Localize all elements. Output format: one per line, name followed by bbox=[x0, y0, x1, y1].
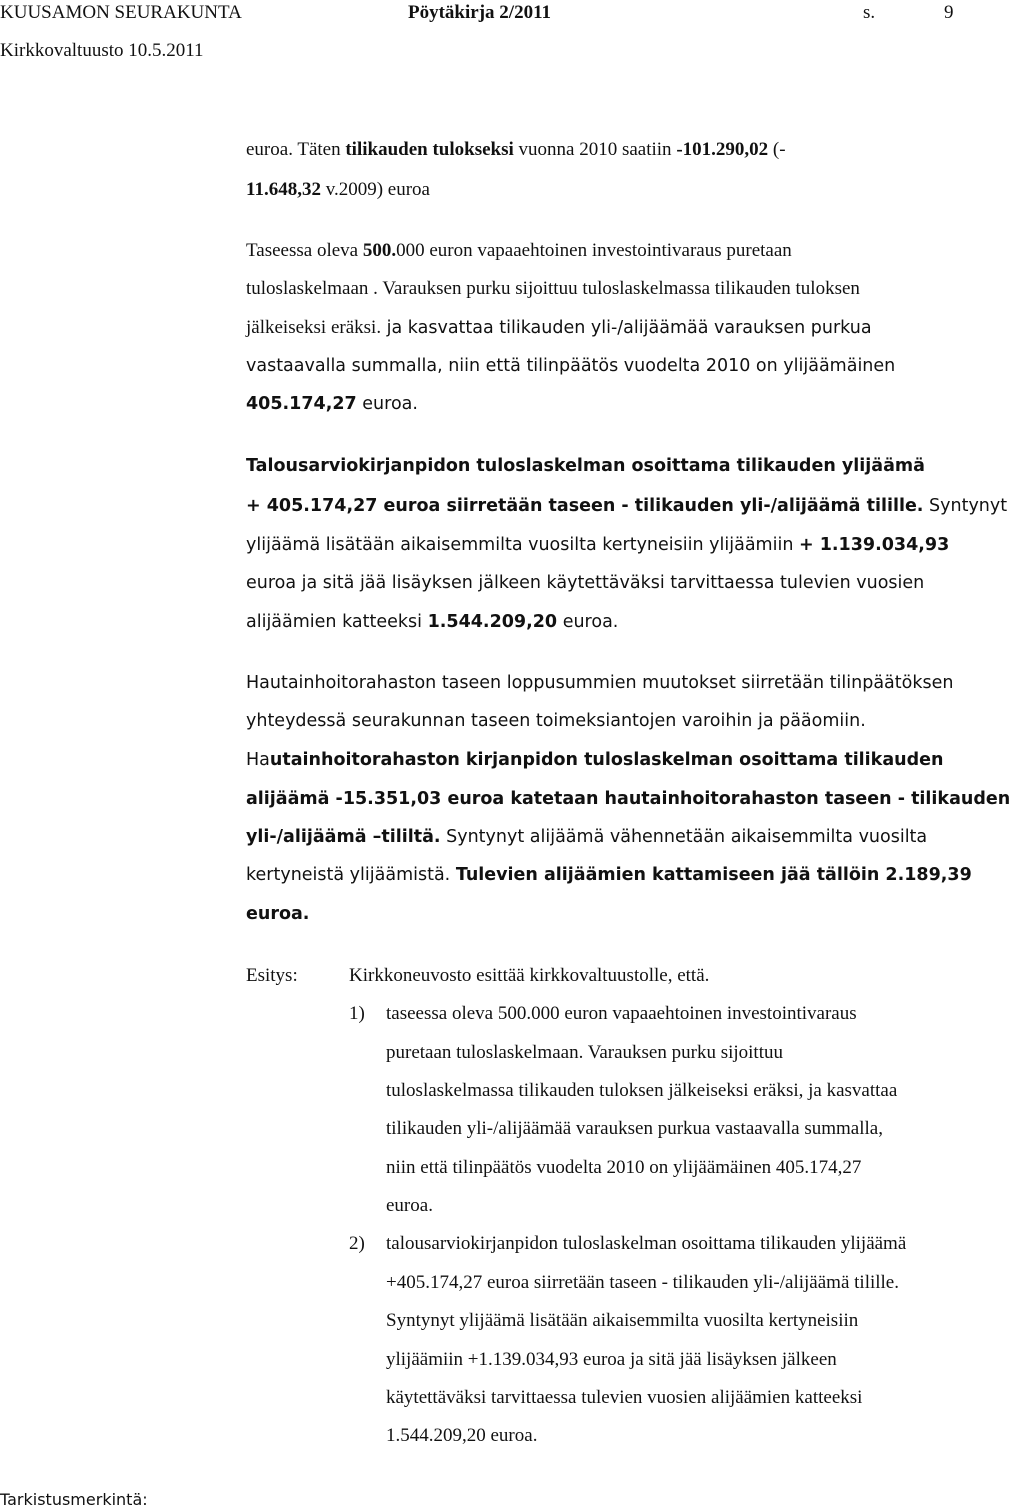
page-number: 9 bbox=[944, 2, 954, 23]
p4-line-5: yli-/alijäämä –tililtä. Syntynyt alijäämä vähennetään aikaisemmilta vuosilta bbox=[246, 827, 928, 847]
item-2-line-3: Syntynyt ylijäämä lisätään aikaisemmilta vuosilta kertyneisiin bbox=[386, 1310, 859, 1331]
esitys-intro: Kirkkoneuvosto esittää kirkkovaltuustolle, että. bbox=[349, 965, 710, 986]
item-1-line-5: niin että tilinpäätös vuodelta 2010 on ylijäämäinen 405.174,27 bbox=[386, 1157, 862, 1178]
p3-line-3: ylijäämä lisätään aikaisemmilta vuosilta kertyneisiin ylijäämiin + 1.139.034,93 bbox=[246, 535, 950, 555]
page-label: s. bbox=[863, 2, 876, 23]
org-name: KUUSAMON SEURAKUNTA bbox=[0, 2, 242, 23]
meeting-info: Kirkkovaltuusto 10.5.2011 bbox=[0, 40, 204, 61]
p2-line-1: Taseessa oleva 500.000 euron vapaaehtoinen investointivaraus puretaan bbox=[246, 240, 792, 261]
p4-line-1: Hautainhoitorahaston taseen loppusummien muutokset siirretään tilinpäätöksen bbox=[246, 673, 954, 693]
p2-line-2: tuloslaskelmaan . Varauksen purku sijoittuu tuloslaskelmassa tilikauden tuloksen bbox=[246, 278, 860, 299]
item-2-line-2: +405.174,27 euroa siirretään taseen - tilikauden yli-/alijäämä tilille. bbox=[386, 1272, 899, 1293]
esitys-label: Esitys: bbox=[246, 965, 298, 986]
p3-line-2: + 405.174,27 euroa siirretään taseen - tilikauden yli-/alijäämä tilille. Syntynyt bbox=[246, 496, 1008, 516]
p2-line-3: jälkeiseksi eräksi. ja kasvattaa tilikauden yli-/alijäämää varauksen purkua bbox=[246, 317, 872, 338]
item-2-line-6: 1.544.209,20 euroa. bbox=[386, 1425, 538, 1446]
p3-line-4: euroa ja sitä jää lisäyksen jälkeen käytettäväksi tarvittaessa tulevien vuosien bbox=[246, 573, 925, 593]
item-1-line-4: tilikauden yli-/alijäämää varauksen purkua vastaavalla summalla, bbox=[386, 1118, 883, 1139]
item-1-number: 1) bbox=[349, 1003, 365, 1024]
p3-line-5: alijäämien katteeksi 1.544.209,20 euroa. bbox=[246, 612, 619, 632]
item-1-line-3: tuloslaskelmassa tilikauden tuloksen jälkeiseksi eräksi, ja kasvattaa bbox=[386, 1080, 898, 1101]
document-title: Pöytäkirja 2/2011 bbox=[408, 2, 552, 23]
p3-line-1: Talousarviokirjanpidon tuloslaskelman osoittama tilikauden ylijäämä bbox=[246, 456, 925, 476]
p2-line-4: vastaavalla summalla, niin että tilinpäätös vuodelta 2010 on ylijäämäinen bbox=[246, 356, 896, 376]
item-1-line-6: euroa. bbox=[386, 1195, 433, 1216]
p1-line-1: euroa. Täten tilikauden tulokseksi vuonna 2010 saatiin -101.290,02 (- bbox=[246, 139, 786, 160]
p2-line-5: 405.174,27 euroa. bbox=[246, 394, 418, 414]
p4-line-3: Hautainhoitorahaston kirjanpidon tuloslaskelman osoittama tilikauden bbox=[246, 750, 944, 770]
p1-line-2: 11.648,32 v.2009) euroa bbox=[246, 179, 430, 200]
p4-line-4: alijäämä -15.351,03 euroa katetaan hautainhoitorahaston taseen - tilikauden bbox=[246, 789, 1010, 809]
review-mark-label: Tarkistusmerkintä: bbox=[0, 1490, 148, 1509]
item-1-line-2: puretaan tuloslaskelmaan. Varauksen purku sijoittuu bbox=[386, 1042, 783, 1063]
item-1-line-1: taseessa oleva 500.000 euron vapaaehtoinen investointivaraus bbox=[386, 1003, 857, 1024]
p4-line-6: kertyneistä ylijäämistä. Tulevien alijäämien kattamiseen jää tällöin 2.189,39 bbox=[246, 865, 972, 885]
p4-line-7: euroa. bbox=[246, 904, 310, 924]
item-2-line-5: käytettäväksi tarvittaessa tulevien vuosien alijäämien katteeksi bbox=[386, 1387, 863, 1408]
item-2-line-1: talousarviokirjanpidon tuloslaskelman osoittama tilikauden ylijäämä bbox=[386, 1233, 907, 1254]
item-2-number: 2) bbox=[349, 1233, 365, 1254]
item-2-line-4: ylijäämiin +1.139.034,93 euroa ja sitä jää lisäyksen jälkeen bbox=[386, 1349, 837, 1370]
p4-line-2: yhteydessä seurakunnan taseen toimeksiantojen varoihin ja pääomiin. bbox=[246, 711, 866, 731]
